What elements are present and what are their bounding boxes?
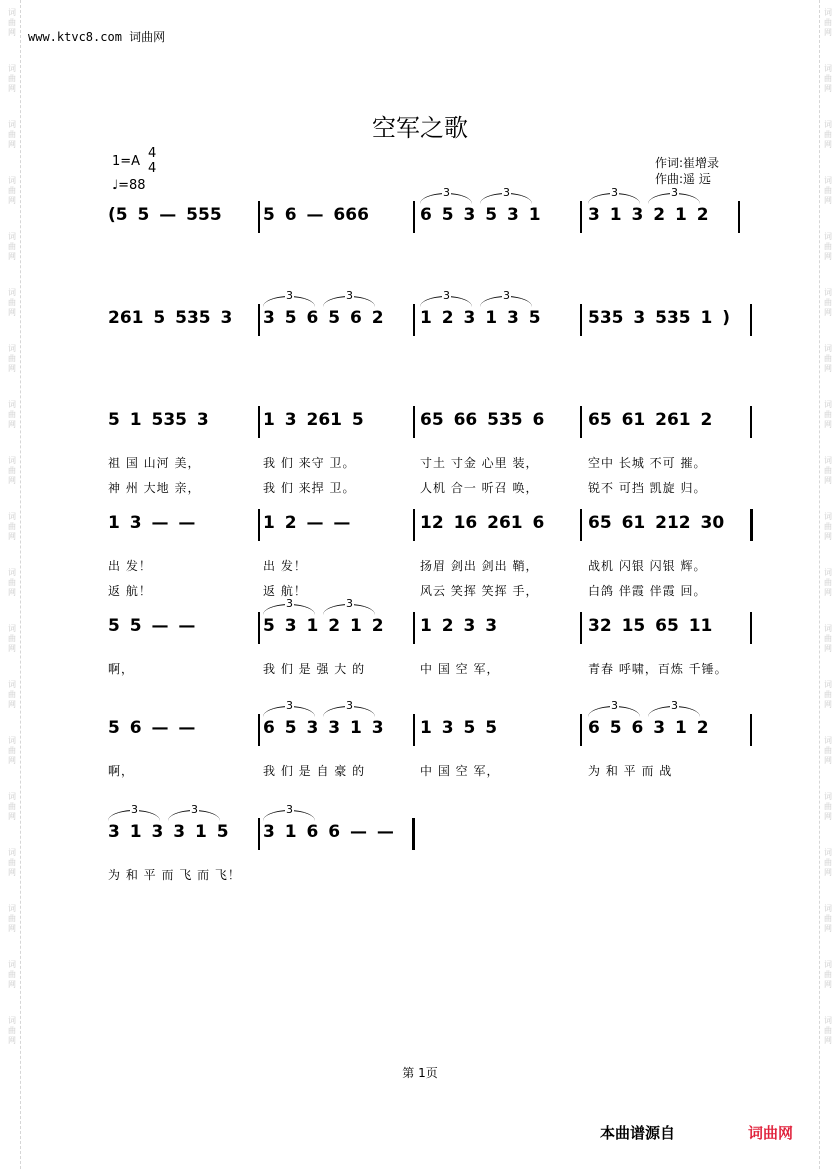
watermark-mark: 词 曲 网 <box>824 8 832 37</box>
measure-notes: 5 3 1 2 1 2 <box>263 616 384 636</box>
triplet-mark: 3 <box>671 699 678 712</box>
time-signature-bottom: 4 <box>148 161 157 176</box>
watermark-mark: 词 曲 网 <box>824 680 832 709</box>
watermark-mark: 词 曲 网 <box>8 344 16 373</box>
bar-line <box>750 509 753 541</box>
watermark-mark: 词 曲 网 <box>8 512 16 541</box>
watermark-mark: 词 曲 网 <box>824 624 832 653</box>
triplet-mark: 3 <box>286 289 293 302</box>
watermark-mark: 词 曲 网 <box>824 400 832 429</box>
lyric-line-1: 我 们 是 自 豪 的 <box>263 764 366 778</box>
watermark-mark: 词 曲 网 <box>824 456 832 485</box>
watermark-mark: 词 曲 网 <box>824 64 832 93</box>
lyricist: 作词:崔增录 <box>655 156 720 170</box>
lyric-line-2: 白鸽 伴霞 伴霞 回。 <box>588 584 707 598</box>
triplet-mark: 3 <box>443 289 450 302</box>
left-watermark-strip <box>4 0 21 1169</box>
lyric-line-1: 我 们 来守 卫。 <box>263 456 356 470</box>
triplet-mark: 3 <box>346 289 353 302</box>
watermark-mark: 词 曲 网 <box>8 680 16 709</box>
bar-line <box>413 612 415 644</box>
measure-notes: 261 5 535 3 <box>108 308 233 328</box>
watermark-mark: 词 曲 网 <box>824 512 832 541</box>
measure-notes: 535 3 535 1 ) <box>588 308 731 328</box>
watermark-mark: 词 曲 网 <box>824 904 832 933</box>
lyric-line-1: 祖 国 山河 美， <box>108 456 201 470</box>
watermark-mark: 词 曲 网 <box>8 400 16 429</box>
bar-line <box>413 304 415 336</box>
bar-line <box>750 714 752 746</box>
watermark-mark: 词 曲 网 <box>824 120 832 149</box>
watermark-mark: 词 曲 网 <box>8 120 16 149</box>
bar-line <box>580 201 582 233</box>
bar-line <box>258 818 260 850</box>
lyric-line-1: 啊， <box>108 764 135 778</box>
page-number: 第 1页 <box>402 1066 438 1080</box>
measure-notes: 5 6 — 666 <box>263 205 369 225</box>
triplet-mark: 3 <box>443 186 450 199</box>
watermark-mark: 词 曲 网 <box>824 792 832 821</box>
lyric-line-1: 出 发！ <box>263 559 307 573</box>
lyric-line-1: 中 国 空 军， <box>420 662 500 676</box>
quarter-note-icon: ♩ <box>112 178 119 193</box>
watermark-mark: 词 曲 网 <box>824 736 832 765</box>
triplet-mark: 3 <box>346 699 353 712</box>
watermark-mark: 词 曲 网 <box>8 848 16 877</box>
measure-notes: 1 2 3 3 <box>420 616 498 636</box>
measure-notes: 1 3 5 5 <box>420 718 498 738</box>
source-site-logo[interactable]: 词曲网 <box>748 1124 794 1142</box>
measure-notes: 32 15 65 11 <box>588 616 713 636</box>
bar-line <box>413 406 415 438</box>
time-signature-top: 4 <box>148 146 157 161</box>
measure-notes: 12 16 261 6 <box>420 513 545 533</box>
bar-line <box>580 509 582 541</box>
watermark-mark: 词 曲 网 <box>824 288 832 317</box>
measure-notes: 65 66 535 6 <box>420 410 545 430</box>
watermark-mark: 词 曲 网 <box>8 624 16 653</box>
measure-notes: 1 2 — — <box>263 513 351 533</box>
site-name: 词曲网 <box>129 30 166 44</box>
song-title: 空军之歌 <box>372 114 468 142</box>
lyric-line-1: 为 和 平 而 战 <box>588 764 673 778</box>
watermark-mark: 词 曲 网 <box>824 568 832 597</box>
measure-notes: 3 5 6 5 6 2 <box>263 308 384 328</box>
triplet-mark: 3 <box>611 699 618 712</box>
watermark-mark: 词 曲 网 <box>8 904 16 933</box>
measure-notes: 6 5 3 3 1 3 <box>263 718 384 738</box>
bar-line <box>258 406 260 438</box>
triplet-mark: 3 <box>286 597 293 610</box>
triplet-mark: 3 <box>191 803 198 816</box>
measure-notes: 3 1 3 2 1 2 <box>588 205 709 225</box>
bar-line <box>258 509 260 541</box>
triplet-mark: 3 <box>286 699 293 712</box>
bar-line <box>580 612 582 644</box>
measure-notes: 3 1 6 6 — — <box>263 822 394 842</box>
watermark-mark: 词 曲 网 <box>8 568 16 597</box>
lyric-line-2: 神 州 大地 亲， <box>108 481 201 495</box>
lyric-line-2: 锐不 可挡 凯旋 归。 <box>588 481 707 495</box>
bar-line <box>413 201 415 233</box>
measure-notes: 6 5 6 3 1 2 <box>588 718 709 738</box>
watermark-mark: 词 曲 网 <box>824 232 832 261</box>
lyric-line-2: 返 航！ <box>263 584 307 598</box>
key-signature: 1=A <box>112 154 141 169</box>
watermark-mark: 词 曲 网 <box>8 64 16 93</box>
watermark-mark: 词 曲 网 <box>8 176 16 205</box>
measure-notes: 1 3 — — <box>108 513 196 533</box>
bar-line <box>412 818 415 850</box>
watermark-mark: 词 曲 网 <box>8 1016 16 1045</box>
bar-line <box>258 714 260 746</box>
lyric-line-1: 我 们 是 强 大 的 <box>263 662 366 676</box>
watermark-mark: 词 曲 网 <box>824 1016 832 1045</box>
triplet-mark: 3 <box>131 803 138 816</box>
lyric-line-1: 啊， <box>108 662 135 676</box>
bar-line <box>750 304 752 336</box>
triplet-mark: 3 <box>671 186 678 199</box>
triplet-mark: 3 <box>286 803 293 816</box>
measure-notes: 1 2 3 1 3 5 <box>420 308 541 328</box>
measure-notes: 5 1 535 3 <box>108 410 209 430</box>
lyric-line-2: 我 们 来捍 卫。 <box>263 481 356 495</box>
bar-line <box>580 406 582 438</box>
lyric-line-1: 空中 长城 不可 摧。 <box>588 456 707 470</box>
lyric-line-1: 扬眉 剑出 剑出 鞘， <box>420 559 539 573</box>
triplet-mark: 3 <box>503 186 510 199</box>
bar-line <box>258 304 260 336</box>
time-signature <box>148 146 156 176</box>
right-watermark-strip <box>819 0 836 1169</box>
watermark-mark: 词 曲 网 <box>8 456 16 485</box>
bar-line <box>258 612 260 644</box>
lyric-line-1: 为 和 平 而 飞 而 飞！ <box>108 868 241 882</box>
measure-notes: 3 1 3 3 1 5 <box>108 822 229 842</box>
watermark-mark: 词 曲 网 <box>824 344 832 373</box>
bar-line <box>738 201 740 233</box>
bar-line <box>580 304 582 336</box>
bar-line <box>258 201 260 233</box>
measure-notes: (5 5 — 555 <box>108 205 222 225</box>
lyric-line-1: 出 发！ <box>108 559 152 573</box>
bar-line <box>413 509 415 541</box>
watermark-mark: 词 曲 网 <box>8 288 16 317</box>
lyric-line-1: 寸土 寸金 心里 装， <box>420 456 539 470</box>
measure-notes: 1 3 261 5 <box>263 410 364 430</box>
lyric-line-1: 战机 闪银 闪银 辉。 <box>588 559 707 573</box>
bar-line <box>580 714 582 746</box>
watermark-mark: 词 曲 网 <box>8 792 16 821</box>
watermark-mark: 词 曲 网 <box>8 8 16 37</box>
lyric-line-1: 中 国 空 军， <box>420 764 500 778</box>
measure-notes: 65 61 212 30 <box>588 513 725 533</box>
source-label: 本曲谱源自 <box>600 1124 676 1142</box>
watermark-mark: 词 曲 网 <box>8 960 16 989</box>
watermark-mark: 词 曲 网 <box>824 960 832 989</box>
watermark-mark: 词 曲 网 <box>8 232 16 261</box>
measure-notes: 5 5 — — <box>108 616 196 636</box>
watermark-mark: 词 曲 网 <box>824 848 832 877</box>
site-url[interactable]: www.ktvc8.com 词曲网 <box>28 30 166 44</box>
lyric-line-2: 人机 合一 听召 唤， <box>420 481 539 495</box>
measure-notes: 65 61 261 2 <box>588 410 713 430</box>
watermark-mark: 词 曲 网 <box>8 736 16 765</box>
bar-line <box>750 612 752 644</box>
bar-line <box>750 406 752 438</box>
triplet-mark: 3 <box>503 289 510 302</box>
watermark-mark: 词 曲 网 <box>824 176 832 205</box>
lyric-line-1: 青春 呼啸，百炼 千锤。 <box>588 662 728 676</box>
triplet-mark: 3 <box>611 186 618 199</box>
composer: 作曲:遥 远 <box>655 172 711 186</box>
bar-line <box>413 714 415 746</box>
tempo-value: =88 <box>118 178 146 193</box>
lyric-line-2: 返 航！ <box>108 584 152 598</box>
triplet-mark: 3 <box>346 597 353 610</box>
lyric-line-2: 风云 笑挥 笑挥 手， <box>420 584 539 598</box>
tempo-marking <box>112 178 146 193</box>
measure-notes: 6 5 3 5 3 1 <box>420 205 541 225</box>
measure-notes: 5 6 — — <box>108 718 196 738</box>
